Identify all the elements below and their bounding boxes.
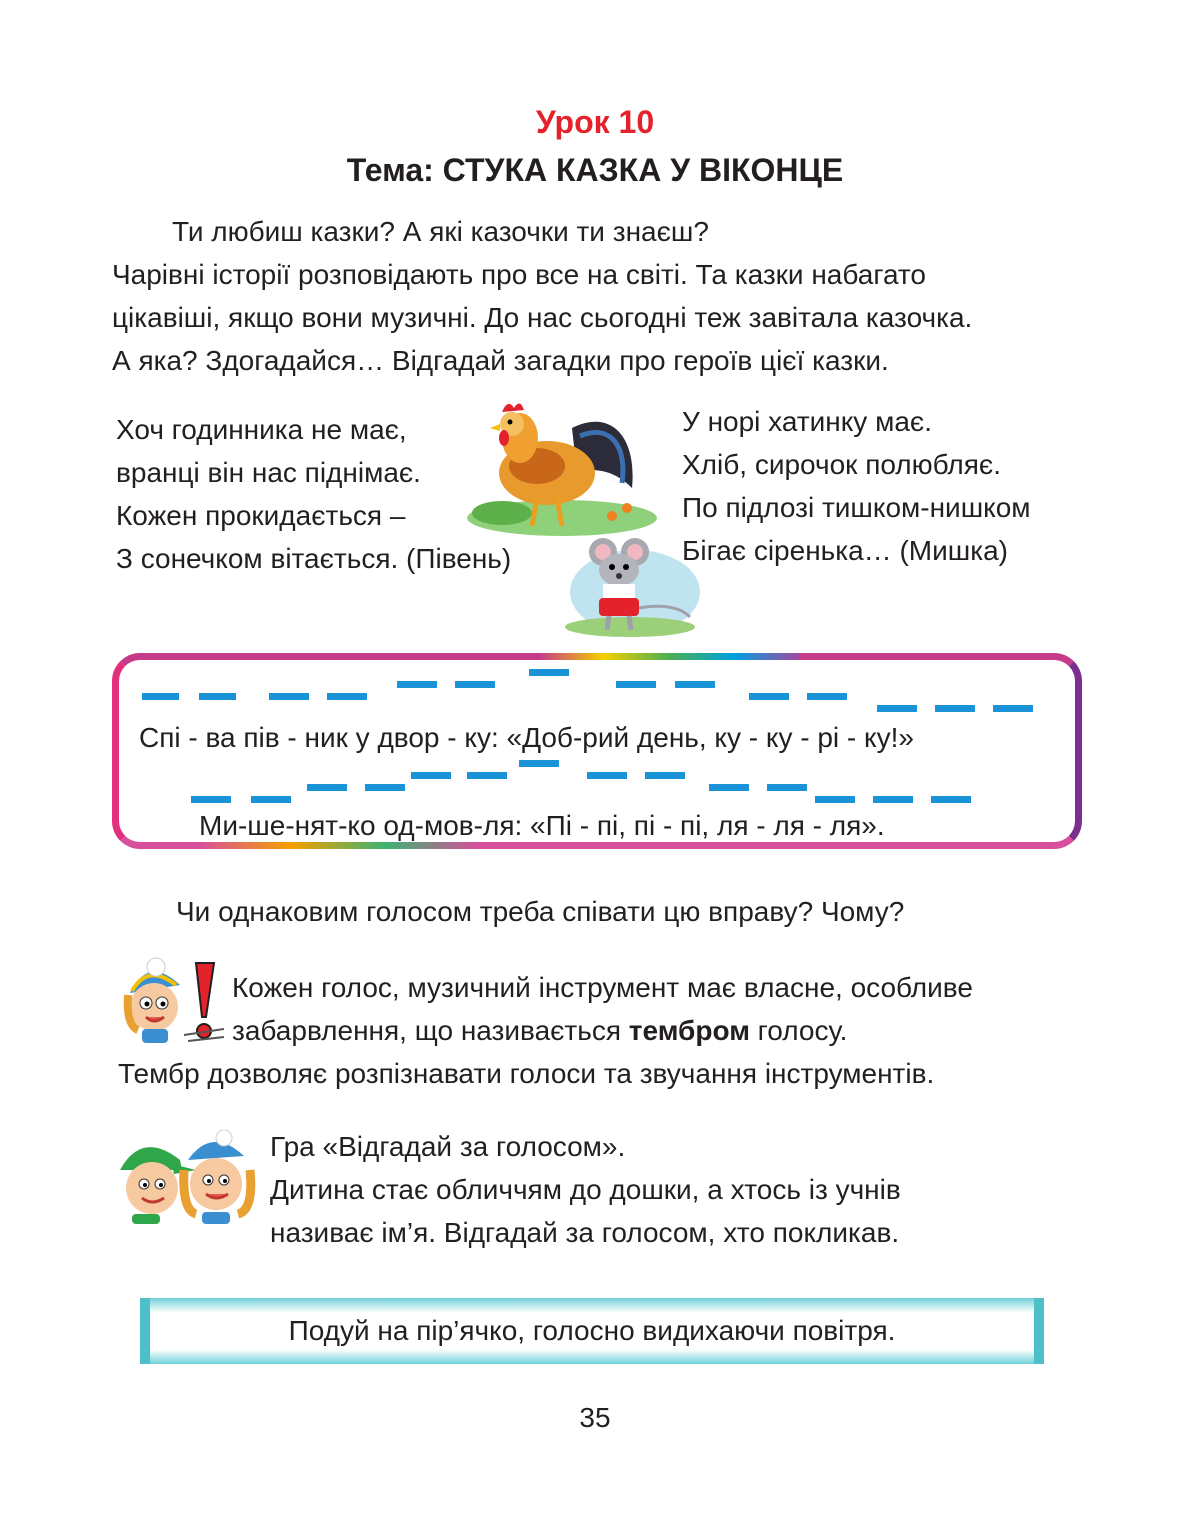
game-line: Дитина стає обличчям до дошки, а хтось із учнів <box>270 1174 901 1205</box>
song-line-1: Спі - ва пів - ник у двор - ку: «Доб-рий день, ку - ку - рі - ку!» <box>139 722 914 753</box>
pitch-dash <box>675 681 715 688</box>
pitch-dash <box>645 772 685 779</box>
timbre-term: тембром <box>628 1015 750 1046</box>
timbre-line-start: забарвлення, що називається <box>232 1015 629 1046</box>
riddle-line: По підлозі тишком-нишком <box>682 492 1031 523</box>
timbre-line <box>232 1009 973 1052</box>
pitch-dash <box>767 784 807 791</box>
riddle-line: Кожен прокидається – <box>116 500 406 531</box>
pitch-dash <box>815 796 855 803</box>
pitch-dash <box>807 693 847 700</box>
pitch-dash <box>142 693 179 700</box>
riddle-mouse <box>682 400 1031 572</box>
pitch-dash <box>455 681 495 688</box>
pitch-dash <box>519 760 559 767</box>
pitch-dash <box>877 705 917 712</box>
song-frame <box>112 653 1082 849</box>
pitch-dash <box>411 772 451 779</box>
pitch-dash <box>365 784 405 791</box>
exercise-banner: Подуй на пір’ячко, голосно видихаючи повітря. <box>140 1298 1044 1364</box>
frame-rainbow-accent <box>539 653 799 660</box>
riddle-line: Хліб, сирочок полюбляє. <box>682 449 1001 480</box>
game-text <box>270 1125 901 1254</box>
child-exclamation-illustration <box>118 955 228 1050</box>
intro-line: Чарівні історії розповідають про все на світі. Та казки набагато <box>112 259 926 290</box>
pitch-dash <box>199 693 236 700</box>
pitch-dash <box>873 796 913 803</box>
lesson-topic: Тема: СТУКА КАЗКА У ВІКОНЦЕ <box>346 152 844 188</box>
pitch-dash <box>327 693 367 700</box>
pitch-dash <box>931 796 971 803</box>
riddle-line: вранці він нас піднімає. <box>116 457 421 488</box>
timbre-definition: Тембр дозволяє розпізнавати голоси та звучання інструментів. <box>118 1058 935 1089</box>
game-line: називає ім’я. Відгадай за голосом, хто покликав. <box>270 1217 900 1248</box>
pitch-dash <box>307 784 347 791</box>
intro-line: А яка? Здогадайся… Відгадай загадки про героїв цієї казки. <box>112 345 889 376</box>
song-question: Чи однаковим голосом треба співати цю вправу? Чому? <box>176 896 905 927</box>
riddle-line: Хоч годинника не має, <box>116 414 407 445</box>
pitch-dash <box>749 693 789 700</box>
pitch-dash <box>993 705 1033 712</box>
pitch-dash <box>269 693 309 700</box>
rooster-illustration <box>462 398 662 538</box>
riddle-line: З сонечком вітається. (Півень) <box>116 543 512 574</box>
intro-line: Ти любиш казки? А які казочки ти знаєш? <box>172 216 709 247</box>
pitch-dash <box>467 772 507 779</box>
page-number: 35 <box>579 1402 611 1433</box>
pitch-dash <box>529 669 569 676</box>
pitch-dash <box>587 772 627 779</box>
pitch-dash <box>935 705 975 712</box>
pitch-dash <box>709 784 749 791</box>
lesson-title: Урок 10 <box>535 104 655 140</box>
game-title: Гра «Відгадай за голосом». <box>270 1131 626 1162</box>
timbre-line-end: голосу. <box>749 1015 848 1046</box>
intro-line: цікавіші, якщо вони музичні. До нас сьогодні теж завітала казочка. <box>112 302 973 333</box>
pitch-dash <box>616 681 656 688</box>
pitch-dash <box>191 796 231 803</box>
pitch-dash <box>251 796 291 803</box>
riddle-rooster <box>116 408 511 580</box>
pitch-dash <box>397 681 437 688</box>
frame-rainbow-accent <box>199 842 479 849</box>
intro-text <box>112 210 972 382</box>
riddle-line: У норі хатинку має. <box>682 406 932 437</box>
mouse-illustration <box>555 532 700 637</box>
riddle-line: Бігає сіренька… (Мишка) <box>682 535 1008 566</box>
timbre-line: Кожен голос, музичний інструмент має власне, особливе <box>232 972 973 1003</box>
song-line-2: Ми-ше-нят-ко од-мов-ля: «Пі - пі, пі - пі, ля - ля - ля». <box>199 810 885 841</box>
timbre-text <box>232 966 973 1052</box>
two-children-illustration <box>112 1130 262 1225</box>
